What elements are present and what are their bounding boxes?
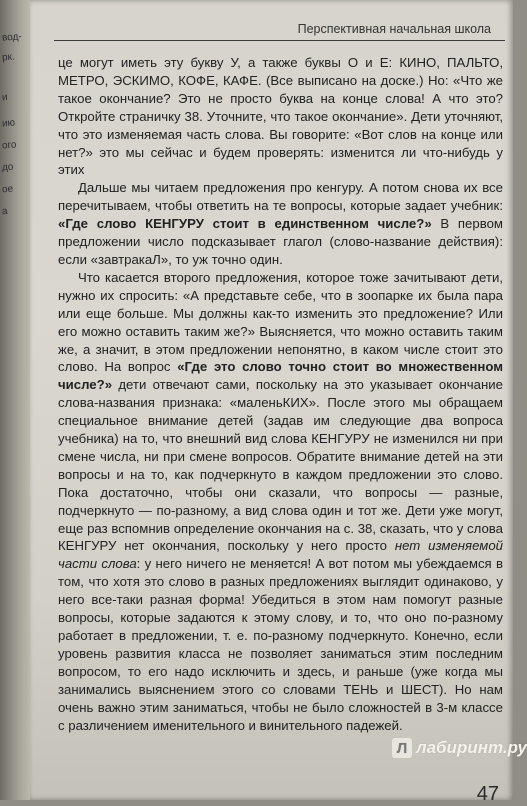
text-run: это мы сейчас и будем проверять: изменится ли что-нибудь у этих [58,144,503,178]
adjacent-page-edge [0,0,34,800]
adjacent-page-fragment: рк. [1,51,16,64]
book-page [30,0,527,805]
text-run: це могут иметь эту букву У, а также буквы О и Е: КИНО, ПАЛЬТО, МЕТРО, ЭСКИМО, КОФЕ, КАФЕ. (Все выписано на доске.) Но: «Что же такое окончание? Это не просто буква на конце слова! А что это? Откройте страничку 38. Уточните, что такое окончание». Дети уточняют, что это изменяемая часть слова. Вы говорите: «Вот слов на конце или нет?» [58,55,503,160]
adjacent-page-fragment: ого [1,139,17,152]
adjacent-page-fragment: а [1,205,8,218]
bold-question: «Где слово КЕНГУРУ стоит в единственном числе?» [58,216,432,232]
paragraph [58,54,503,179]
text-run: В первом предложении число подсказывает глагол (слово-название действия): если «завтракаЛ», то уж точно один. [58,216,503,267]
italic-phrase: нет изменяемой части слова [58,538,503,572]
text-run: Что касается второго предложения, которое тоже зачитывают дети, нужно их спросить: «А представьте себе, что в зоопарке их была пара или еще больше. Мы должны как-то изменить это предложение? Или его можно оставить таким же?» Выясняется, что можно оставить таким же, а значит, в этом предложении непонятно, в каком числе стоит это слово. На вопрос [58,269,503,375]
bold-question: «Где это слово точно стоит во множественном числе?» [58,359,503,393]
labirint-logo-icon: Л [392,738,412,758]
header-title: Перспективная начальная школа [297,22,491,36]
page-body [58,54,503,734]
adjacent-page-fragment: до [1,161,14,174]
page-number: 47 [476,783,499,805]
adjacent-page-fragment: ое [1,183,14,196]
text-run: : у него ничего не меняется! А вот потом мы убеждаемся в том, что хотя это слово в разных предложениях выглядит одинаково, у него все-таки разная форма! Убедиться в этом нам помогут разные вопросы, которые задаются к этому слову, и то, что оно по-разному работает в предложении, т. е. по-разному подчеркнуто. Конечно, если уровень развития класса не позволяет заниматься этим последним вопросом, то его надо исключить и здесь, и раньше (уже когда мы занимались выяснением этого со словами ТЕНЬ и ШЕСТ). Но нам очень важно этим заниматься, чтобы не было сложностей в 3-м классе с различением именительного и винительного падежей. [58,556,503,733]
text-run: Дальше мы читаем предложения про кенгуру. А потом снова их все перечитываем, чтобы ответить на те вопросы, которые задает учебник: [58,180,503,214]
running-header [54,4,505,41]
watermark-text: лабиринт.ру [416,738,527,757]
paragraph [58,269,503,735]
adjacent-page-fragment: вод- [1,31,23,44]
text-run: дети отвечают сами, поскольку на это указывает окончание слова-названия признака: «маленьКИХ». После этого мы обращаем специальное внимание детей (задав им следующие два вопроса учебника) на то, что внешний вид слова КЕНГУРУ не изменился ни при смене числа, ни при смене вопросов. Обратите внимание детей на эти вопросы и на то, как подчеркнуто в каждом предложении это слово. Пока достаточно, чтобы они сказали, что вопросы — разные, подчеркнуто — по-разному, а вид слова один и тот же. Дети уже могут, еще раз вспомнив определение окончания на с. 38, сказать, что у слова КЕНГУРУ нет окончания, поскольку у него просто [58,377,503,554]
labirint-watermark [392,738,527,758]
adjacent-page-fragment: ию [1,117,16,130]
adjacent-page-fragment: и [1,91,8,104]
paragraph [58,179,503,269]
